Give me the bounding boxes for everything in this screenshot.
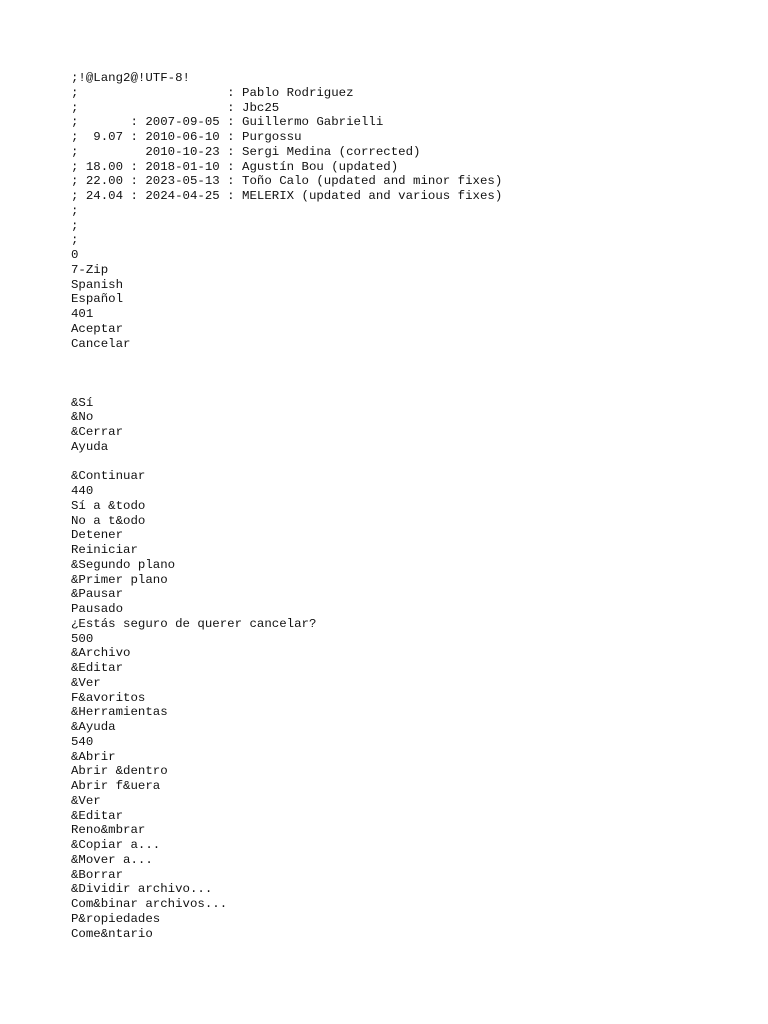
text-line: Detener: [71, 528, 124, 543]
text-line: &Pausar: [71, 587, 124, 602]
text-line: &Archivo: [71, 646, 131, 661]
text-line: &Editar: [71, 808, 124, 823]
text-line: 540: [71, 734, 94, 749]
text-line: &Continuar: [71, 469, 146, 484]
text-line: 401: [71, 307, 94, 321]
text-line: Reiniciar: [71, 543, 138, 557]
text-line: ; 22.00 : 2023-05-13 : Toño Calo (updated and minor fixes): [71, 174, 503, 189]
text-line: &Herramientas: [71, 705, 168, 720]
text-line: P&ropiedades: [71, 911, 161, 926]
text-line: Sí a &todo: [71, 498, 146, 513]
text-line: Abrir f&uera: [71, 779, 161, 793]
text-line: ; : Pablo Rodriguez: [71, 85, 354, 100]
text-line: [71, 455, 751, 470]
text-line: ;: [71, 203, 79, 218]
text-line: ; 2010-10-23 : Sergi Medina (corrected): [71, 144, 421, 159]
text-line: ; 9.07 : 2010-06-10 : Purgossu: [71, 130, 302, 144]
text-line: ; 18.00 : 2018-01-10 : Agustín Bou (updated): [71, 159, 399, 174]
text-line: Español: [71, 292, 124, 307]
text-line: &Primer plano: [71, 572, 168, 587]
text-line: Come&ntario: [71, 926, 153, 941]
text-line: &Sí: [71, 395, 94, 410]
text-line: Cancelar: [71, 336, 131, 351]
text-line: ; : Jbc25: [71, 100, 280, 115]
text-line: &Ayuda: [71, 720, 116, 734]
text-line: No a t&odo: [71, 513, 146, 528]
text-line: &Dividir archivo...: [71, 882, 213, 897]
text-line: [71, 366, 751, 381]
text-document: [71, 71, 751, 941]
text-line: 440: [71, 484, 94, 498]
text-line: Spanish: [71, 277, 124, 292]
text-line: &Ver: [71, 675, 101, 690]
text-line: ;!@Lang2@!UTF-8!: [71, 71, 190, 85]
text-line: &Ver: [71, 793, 101, 808]
text-line: ; : 2007-09-05 : Guillermo Gabrielli: [71, 115, 384, 130]
text-line: &Abrir: [71, 749, 116, 764]
text-line: ;: [71, 218, 79, 233]
text-line: ¿Estás seguro de querer cancelar?: [71, 616, 317, 631]
text-line: 500: [71, 631, 94, 646]
text-line: Com&binar archivos...: [71, 897, 228, 911]
text-line: &Mover a...: [71, 852, 153, 867]
text-line: 7-Zip: [71, 262, 109, 277]
text-line: Abrir &dentro: [71, 764, 168, 779]
text-line: Aceptar: [71, 321, 124, 336]
text-line: ;: [71, 233, 79, 248]
text-line: ; 24.04 : 2024-04-25 : MELERIX (updated and various fixes): [71, 189, 503, 203]
text-line: &Editar: [71, 661, 124, 675]
text-line: Reno&mbrar: [71, 823, 146, 838]
text-line: Pausado: [71, 602, 124, 616]
text-line: &No: [71, 410, 94, 425]
text-line: &Borrar: [71, 867, 124, 882]
text-line: &Segundo plano: [71, 557, 176, 572]
text-line: Ayuda: [71, 439, 109, 454]
text-line: [71, 381, 751, 396]
text-line: &Cerrar: [71, 425, 124, 439]
text-line: 0: [71, 248, 79, 262]
text-line: [71, 351, 751, 366]
text-line: F&avoritos: [71, 690, 146, 705]
text-line: &Copiar a...: [71, 838, 161, 852]
